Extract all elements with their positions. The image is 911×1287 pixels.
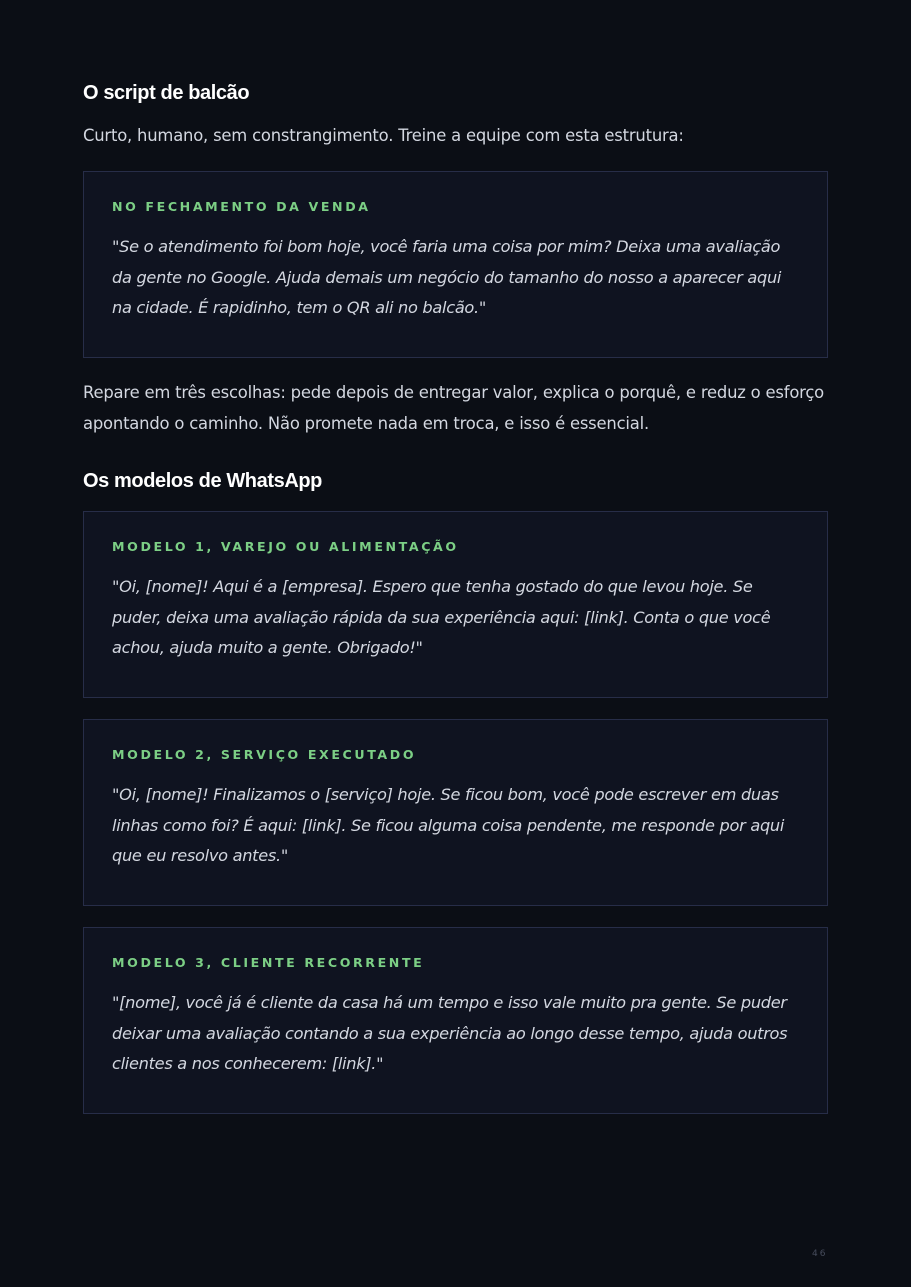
card-label: MODELO 3, CLIENTE RECORRENTE <box>112 955 425 970</box>
card-quote: "Oi, [nome]! Finalizamos o [serviço] hoje. Se ficou bom, você pode escrever em duas linhas como foi? É aqui: [link]. Se ficou alguma coisa pendente, me responde por aqui que eu resolvo antes." <box>112 785 785 865</box>
card-label: NO FECHAMENTO DA VENDA <box>112 199 371 214</box>
whatsapp-card-modelo-3 <box>83 927 828 1114</box>
card-quote: "[nome], você já é cliente da casa há um tempo e isso vale muito pra gente. Se puder deixar uma avaliação contando a sua experiência ao longo desse tempo, ajuda outros clientes a nos conhecerem: [link]." <box>112 993 788 1073</box>
section-title-whatsapp: Os modelos de WhatsApp <box>83 470 323 492</box>
page-number: 46 <box>812 1249 828 1259</box>
whatsapp-card-modelo-2 <box>83 719 828 906</box>
card-quote: "Oi, [nome]! Aqui é a [empresa]. Espero que tenha gostado do que levou hoje. Se puder, deixa uma avaliação rápida da sua experiência aqui: [link]. Conta o que você achou, ajuda muito a gente. Obrigado!" <box>112 577 771 657</box>
note-paragraph: Repare em três escolhas: pede depois de entregar valor, explica o porquê, e reduz o esforço apontando o caminho. Não promete nada em troca, e isso é essencial. <box>83 383 824 433</box>
card-quote: "Se o atendimento foi bom hoje, você faria uma coisa por mim? Deixa uma avaliação da gente no Google. Ajuda demais um negócio do tamanho do nosso a aparecer aqui na cidade. É rapidinho, tem o QR ali no balcão." <box>112 237 782 317</box>
whatsapp-card-modelo-1 <box>83 511 828 698</box>
card-label: MODELO 2, SERVIÇO EXECUTADO <box>112 747 417 762</box>
intro-paragraph: Curto, humano, sem constrangimento. Treine a equipe com esta estrutura: <box>83 126 684 145</box>
section-title-balcao: O script de balcão <box>83 82 250 104</box>
script-card-fechamento <box>83 171 828 358</box>
card-label: MODELO 1, VAREJO OU ALIMENTAÇÃO <box>112 539 459 554</box>
